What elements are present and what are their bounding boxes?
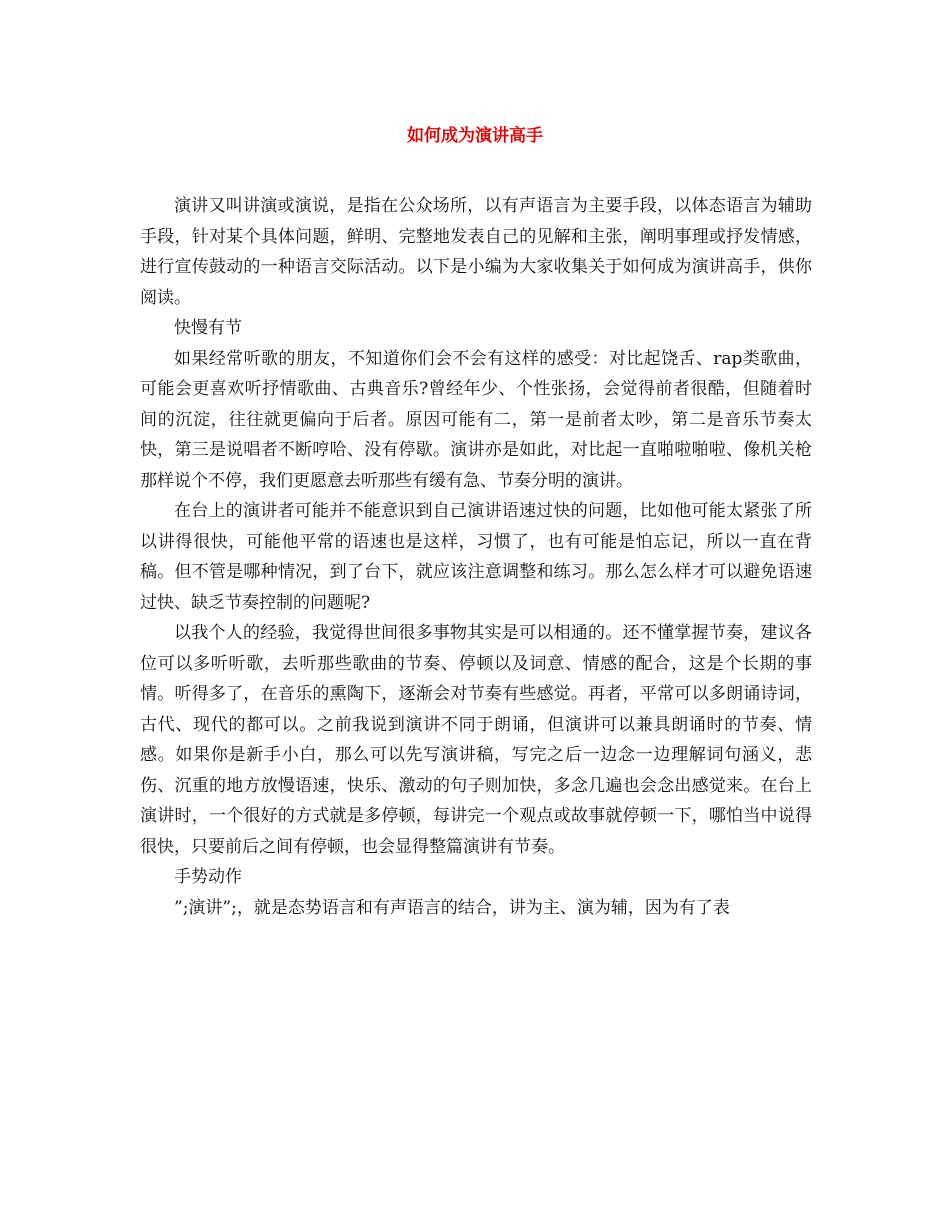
- paragraph: ”;演讲”;，就是态势语言和有声语言的结合，讲为主、演为辅，因为有了表: [174, 897, 730, 918]
- document-body: [140, 191, 812, 923]
- section-heading-pace: 快慢有节: [174, 318, 242, 338]
- document-title: 如何成为演讲高手: [407, 126, 543, 146]
- section-heading-gestures: 手势动作: [174, 867, 242, 887]
- paragraph-intro: 演讲又叫讲演或演说，是指在公众场所，以有声语言为主要手段，以体态语言为辅助手段，针对某个具体问题，鲜明、完整地发表自己的见解和主张，阐明事理或抒发情感，进行宣传鼓动的一种语言交际活动。以下是小编为大家收集关于如何成为演讲高手，供你阅读。: [140, 196, 812, 308]
- paragraph: 如果经常听歌的朋友，不知道你们会不会有这样的感受：对比起饶舌、rap类歌曲，可能会更喜欢听抒情歌曲、古典音乐?曾经年少、个性张扬，会觉得前者很酷，但随着时间的沉淀，往往就更偏向于后者。原因可能有二，第一是前者太吵，第二是音乐节奏太快，第三是说唱者不断哼哈、没有停歇。演讲亦是如此，对比起一直啪啦啪啦、像机关枪那样说个不停，我们更愿意去听那些有缓有急、节奏分明的演讲。: [140, 348, 812, 491]
- paragraph: 在台上的演讲者可能并不能意识到自己演讲语速过快的问题，比如他可能太紧张了所以讲得很快，可能他平常的语速也是这样，习惯了，也有可能是怕忘记，所以一直在背稿。但不管是哪种情况，到了台下，就应该注意调整和练习。那么怎么样才可以避免语速过快、缺乏节奏控制的问题呢?: [140, 501, 812, 613]
- paragraph: 以我个人的经验，我觉得世间很多事物其实是可以相通的。还不懂掌握节奏，建议各位可以多听听歌，去听那些歌曲的节奏、停顿以及词意、情感的配合，这是个长期的事情。听得多了，在音乐的熏陶下，逐渐会对节奏有些感觉。再者，平常可以多朗诵诗词，古代、现代的都可以。之前我说到演讲不同于朗诵，但演讲可以兼具朗诵时的节奏、情感。如果你是新手小白，那么可以先写演讲稿，写完之后一边念一边理解词句涵义，悲伤、沉重的地方放慢语速，快乐、激动的句子则加快，多念几遍也会念出感觉来。在台上演讲时，一个很好的方式就是多停顿，每讲完一个观点或故事就停顿一下，哪怕当中说得很快，只要前后之间有停顿，也会显得整篇演讲有节奏。: [140, 623, 812, 857]
